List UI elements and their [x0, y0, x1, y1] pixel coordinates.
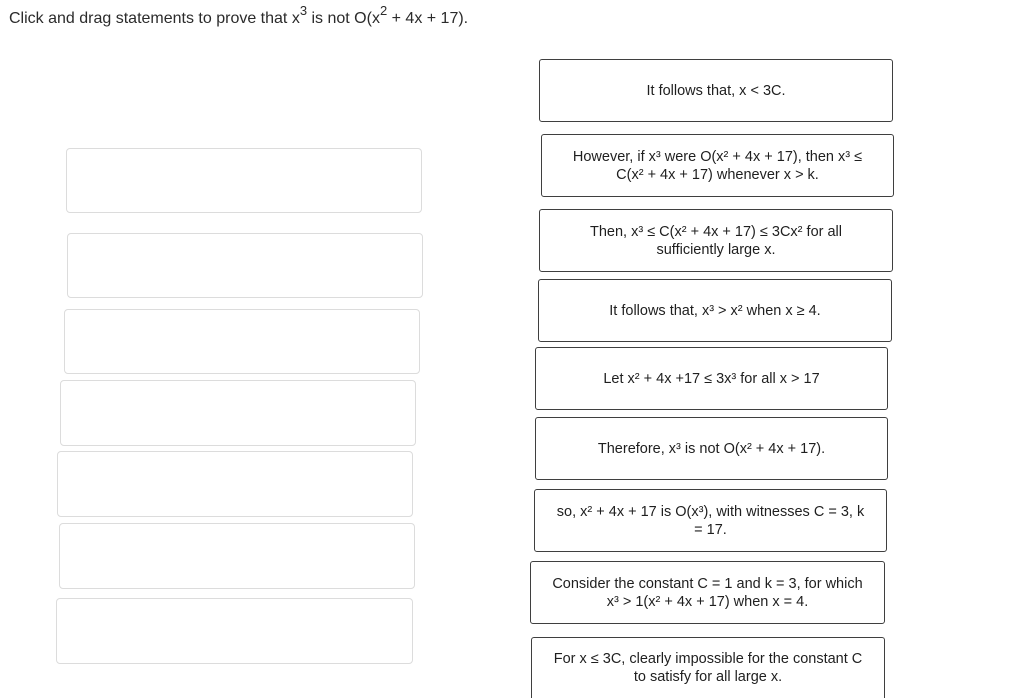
statement-text: Therefore, x³ is not O(x² + 4x + 17).: [597, 440, 826, 457]
drop-slot-2[interactable]: [67, 233, 423, 298]
statement-card-8[interactable]: [530, 561, 885, 624]
statement-text: However, if x³ were O(x² + 4x + 17), then x³ ≤ C(x² + 4x + 17) whenever x > k.: [572, 148, 863, 183]
drop-slot-7[interactable]: [56, 598, 413, 664]
statement-text: Consider the constant C = 1 and k = 3, for which x³ > 1(x² + 4x + 17) when x = 4.: [552, 575, 863, 610]
drop-slot-5[interactable]: [57, 451, 413, 517]
drop-slot-4[interactable]: [60, 380, 416, 446]
statement-text: For x ≤ 3C, clearly impossible for the constant C to satisfy for all large x.: [553, 651, 863, 685]
drop-slot-1[interactable]: [66, 148, 422, 213]
statement-card-4[interactable]: [538, 279, 892, 342]
statement-card-1[interactable]: [539, 59, 893, 122]
statement-card-5[interactable]: [535, 347, 888, 410]
statement-card-2[interactable]: [541, 134, 894, 197]
statement-card-7[interactable]: [534, 489, 887, 552]
instruction-text: Click and drag statements to prove that $x^3$ is not $O(x^2 + 4x + 17)$.: [9, 2, 469, 27]
statement-text: so, x² + 4x + 17 is O(x³), with witnesses C = 3, k = 17.: [556, 503, 865, 538]
statement-text: It follows that, x³ > x² when x ≥ 4.: [609, 302, 821, 319]
statement-card-3[interactable]: [539, 209, 893, 272]
statement-card-9[interactable]: [531, 637, 885, 698]
drop-slot-6[interactable]: [59, 523, 415, 589]
statement-card-6[interactable]: [535, 417, 888, 480]
statement-text: Then, x³ ≤ C(x² + 4x + 17) ≤ 3Cx² for all sufficiently large x.: [589, 223, 842, 258]
statement-text: It follows that, x < 3C.: [646, 82, 786, 99]
statement-text: Let x² + 4x +17 ≤ 3x³ for all x > 17: [603, 370, 820, 387]
drop-slot-3[interactable]: [64, 309, 420, 374]
